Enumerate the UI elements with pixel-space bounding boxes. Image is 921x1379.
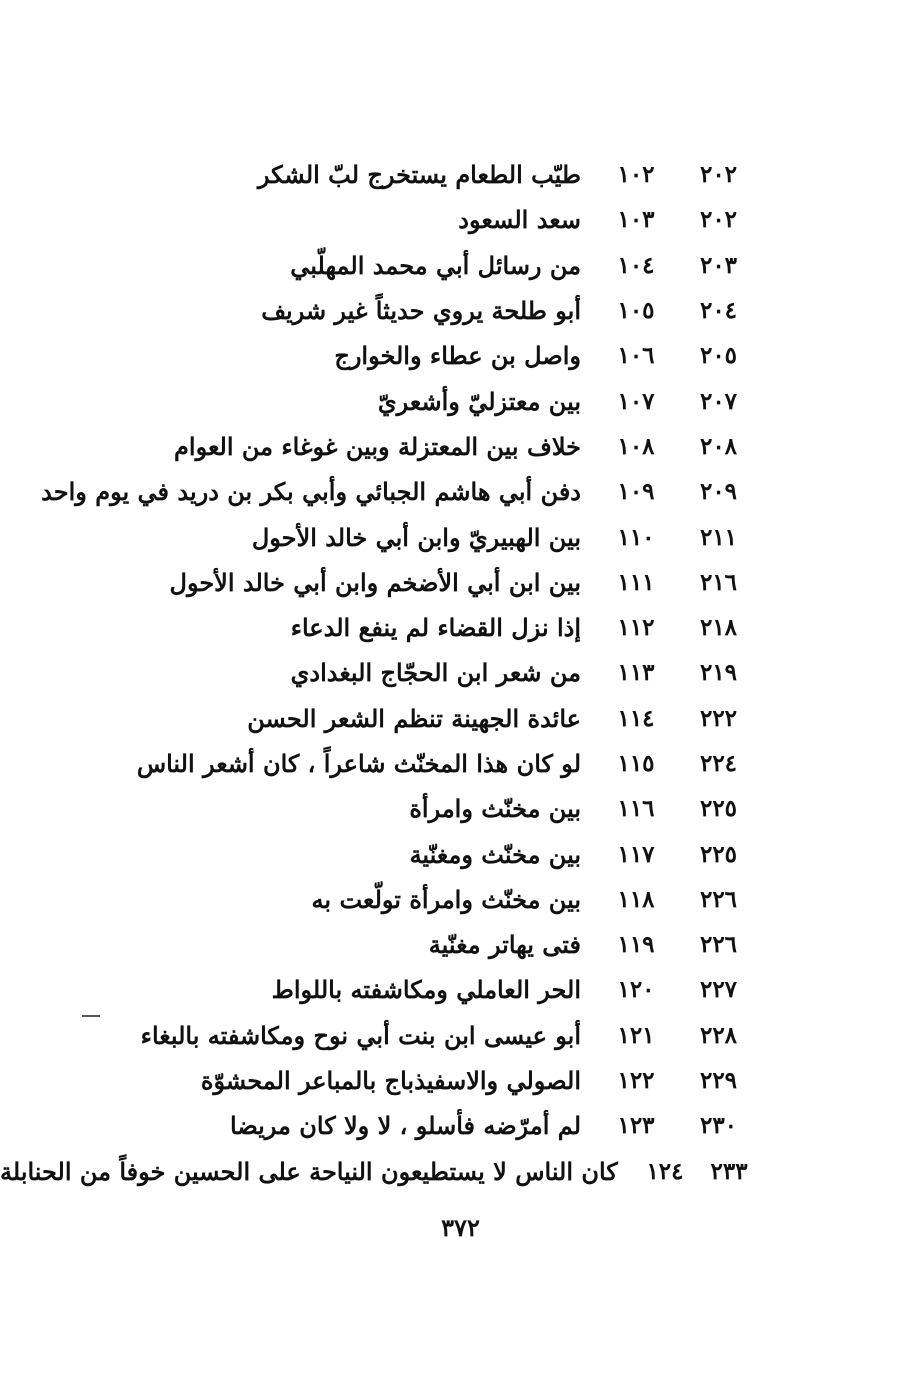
entry-title: الصولي والاسفيذباج بالمباعر المحشوّة <box>200 1066 581 1096</box>
entry-title: بين مخنّث وامرأة <box>409 794 581 824</box>
margin-mark <box>82 1015 100 1017</box>
entry-page-number: ٢٠٨ <box>699 432 738 460</box>
toc-entry <box>0 741 921 786</box>
toc-entry <box>0 469 921 514</box>
entry-page-number: ٢٠٢ <box>699 161 738 189</box>
toc-entry <box>0 288 921 333</box>
entry-number: ١٠٧ <box>617 387 655 415</box>
toc-entry <box>0 514 921 559</box>
entry-page-number: ٢٢٦ <box>699 931 738 959</box>
entry-title: بين مخنّث ومغنّية <box>409 839 581 869</box>
entry-number: ١١٠ <box>617 523 655 551</box>
entry-page-number: ٢٢٨ <box>699 1021 738 1049</box>
toc-entry <box>0 650 921 695</box>
entry-number: ١١٥ <box>617 750 655 777</box>
entry-number: ١١٩ <box>617 931 655 959</box>
toc-entry <box>0 1013 921 1058</box>
toc-entry <box>0 1103 921 1148</box>
entry-page-number: ٢٠٢ <box>699 206 738 234</box>
entry-title: بين مخنّث وامرأة تولّعت به <box>311 884 581 914</box>
entry-title: لم أمرّضه فأسلو ، لا ولا كان مريضا <box>230 1111 581 1141</box>
entry-title: بين ابن أبي الأضخم وابن أبي خالد الأحول <box>169 567 581 597</box>
entry-page-number: ٢٢٩ <box>699 1067 738 1095</box>
entry-number: ١٠٥ <box>617 297 655 325</box>
entry-number: ١١٢ <box>617 614 655 642</box>
toc-entry <box>0 605 921 650</box>
entry-page-number: ٢٢٦ <box>699 885 738 913</box>
entry-title: أبو طلحة يروي حديثاً غير شريف <box>261 296 581 326</box>
entry-number: ١١٣ <box>617 659 655 687</box>
entry-title: بين معتزليّ وأشعريّ <box>377 386 581 416</box>
entry-title: أبو عيسى ابن بنت أبي نوح ومكاشفته بالبغاء <box>140 1020 581 1050</box>
entry-number: ١٢٠ <box>617 976 655 1004</box>
entry-title: طيّب الطعام يستخرج لبّ الشكر <box>257 160 581 190</box>
toc-entry <box>0 1058 921 1103</box>
toc-entry <box>0 967 921 1012</box>
entry-number: ١٢٤ <box>646 1157 684 1185</box>
entry-number: ١٢٣ <box>617 1112 655 1140</box>
entry-number: ١١٤ <box>617 704 655 732</box>
entry-page-number: ٢٢٧ <box>699 976 738 1004</box>
entry-title: سعد السعود <box>458 205 581 235</box>
entry-page-number: ٢٢٢ <box>699 704 738 732</box>
page-number: ٣٧٢ <box>441 1213 480 1242</box>
toc-entry <box>0 560 921 605</box>
entry-page-number: ٢٢٥ <box>699 840 738 868</box>
entry-title: من رسائل أبي محمد المهلّبي <box>290 250 581 280</box>
toc-entry <box>0 333 921 378</box>
entry-title: خلاف بين المعتزلة وبين غوغاء من العوام <box>174 431 581 461</box>
entry-page-number: ٢٠٩ <box>699 478 738 506</box>
entry-number: ١١٧ <box>617 840 655 868</box>
entry-page-number: ٢٢٤ <box>699 750 738 777</box>
toc-entry <box>0 152 921 197</box>
entry-number: ١٢٢ <box>617 1067 655 1095</box>
toc-entry <box>0 831 921 876</box>
entry-page-number: ٢٠٤ <box>699 297 738 325</box>
entry-number: ١٠٦ <box>617 342 655 370</box>
toc-entry <box>0 1149 921 1194</box>
entry-title: لو كان هذا المخنّث شاعراً ، كان أشعر الناس <box>136 749 581 778</box>
entry-page-number: ٢١٩ <box>699 659 738 687</box>
entry-page-number: ٢٢٥ <box>699 795 738 823</box>
entry-page-number: ٢٠٧ <box>699 387 738 415</box>
entry-number: ١٢١ <box>617 1021 655 1049</box>
table-of-contents <box>0 152 921 1194</box>
entry-page-number: ٢٠٥ <box>699 342 738 370</box>
entry-title: الحر العاملي ومكاشفته باللواط <box>271 975 581 1005</box>
entry-title: كان الناس لا يستطيعون النياحة على الحسين خوفاً من الحنابلة <box>0 1156 618 1186</box>
toc-entry <box>0 243 921 288</box>
entry-title: فتى يهاتر مغنّية <box>428 930 581 960</box>
entry-title: واصل بن عطاء والخوارج <box>334 341 581 371</box>
entry-title: من شعر ابن الحجّاج البغدادي <box>290 658 581 688</box>
entry-title: إذا نزل القضاء لم ينفع الدعاء <box>290 613 581 643</box>
entry-page-number: ٢٣٠ <box>699 1112 738 1140</box>
entry-title: دفن أبي هاشم الجبائي وأبي بكر بن دريد في يوم واحد <box>41 477 581 507</box>
entry-number: ١١١ <box>617 568 655 596</box>
entry-page-number: ٢١٨ <box>699 614 738 642</box>
entry-number: ١٠٨ <box>617 432 655 460</box>
toc-entry <box>0 197 921 242</box>
entry-page-number: ٢٣٣ <box>710 1157 748 1185</box>
entry-number: ١١٦ <box>617 795 655 823</box>
entry-number: ١١٨ <box>617 885 655 913</box>
entry-page-number: ٢٠٣ <box>699 251 738 279</box>
toc-entry <box>0 922 921 967</box>
toc-entry <box>0 696 921 741</box>
entry-number: ١٠٤ <box>617 251 655 279</box>
entry-number: ١٠٢ <box>617 161 655 189</box>
entry-number: ١٠٣ <box>617 206 655 234</box>
toc-entry <box>0 877 921 922</box>
toc-entry <box>0 786 921 831</box>
entry-number: ١٠٩ <box>617 478 655 506</box>
toc-entry <box>0 424 921 469</box>
toc-entry <box>0 378 921 423</box>
entry-page-number: ٢١١ <box>699 523 738 551</box>
entry-title: بين الهبيريّ وابن أبي خالد الأحول <box>251 522 581 552</box>
entry-page-number: ٢١٦ <box>699 568 738 596</box>
entry-title: عائدة الجهينة تنظم الشعر الحسن <box>247 703 581 733</box>
